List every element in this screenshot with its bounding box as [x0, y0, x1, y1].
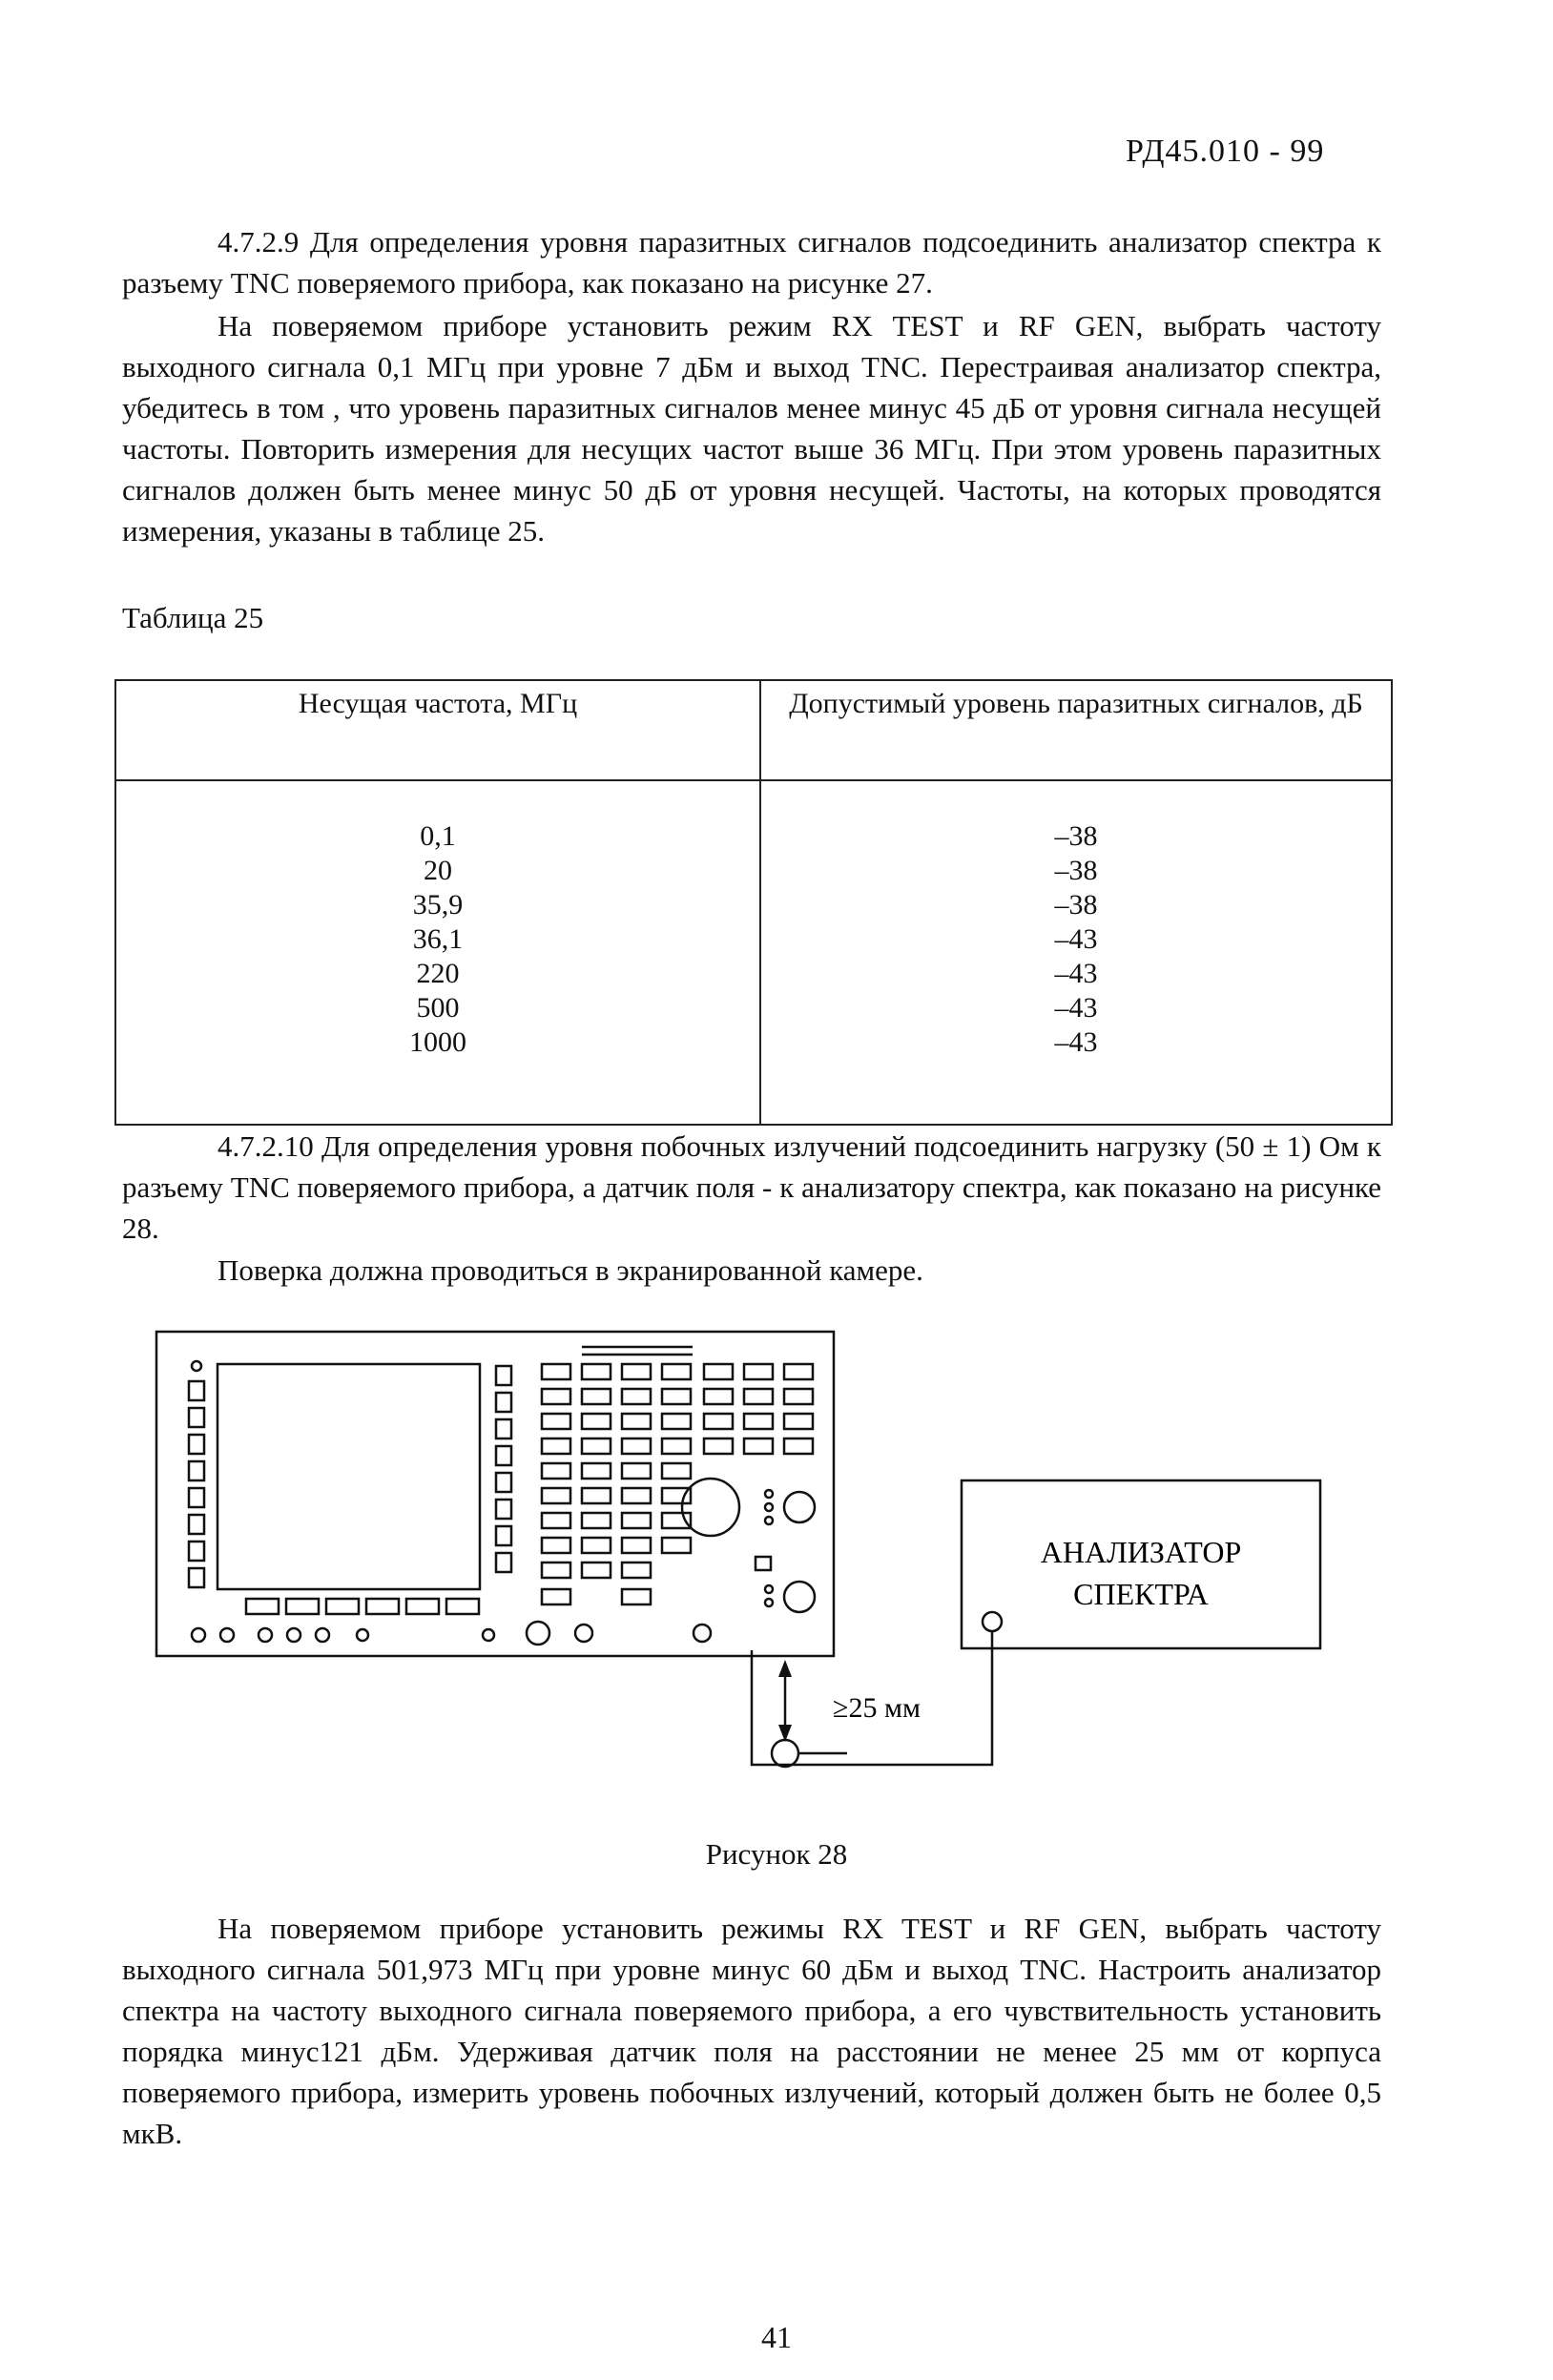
- left-softkeys: [189, 1361, 204, 1587]
- figure-caption: Рисунок 28: [705, 1837, 848, 1871]
- arrow-head-up: [778, 1660, 792, 1677]
- paragraph-4-7-2-9: 4.7.2.9 Для определения уровня паразитных сигналов подсоединить анализатор спектра к разъему TNC поверяемого прибора, как показано на рисунке 27.: [122, 225, 1381, 300]
- paragraph-shielded-chamber: Поверка должна проводиться в экранированной камере.: [217, 1253, 923, 1287]
- table-body-row: [115, 780, 1392, 1125]
- table-cell-frequency: 36,1: [412, 923, 464, 955]
- table-cell-frequency: 220: [416, 958, 460, 989]
- table-cell-level: –43: [1054, 958, 1098, 989]
- table-caption: Таблица 25: [122, 601, 264, 634]
- table-cell-frequency: 1000: [409, 1026, 466, 1058]
- knob-side-connectors: [756, 1490, 815, 1612]
- table-cell-frequency: 500: [416, 992, 460, 1024]
- page-number: 41: [761, 2320, 792, 2354]
- table-cell-frequency: 0,1: [420, 820, 456, 852]
- table-cell-level: –43: [1054, 1026, 1098, 1058]
- header-allowed-level: Допустимый уровень паразитных сигналов, дБ: [760, 680, 1392, 780]
- keypad: [542, 1347, 813, 1604]
- level-column: [760, 780, 1392, 1125]
- analyzer-input-connector: [983, 1612, 1002, 1631]
- paragraph-4-7-2-10: 4.7.2.10 Для определения уровня побочных излучений подсоединить нагрузку (50 ± 1) Ом к разъему TNC поверяемого прибора, а датчик поля - к анализатору спектра, как показано на рисунке 28.: [122, 1129, 1381, 1245]
- tuning-knob: [682, 1479, 739, 1536]
- field-probe: [772, 1740, 798, 1767]
- closing-paragraph: На поверяемом приборе установить режимы RX TEST и RF GEN, выбрать частоту выходного сигнала 501,973 МГц при уровне минус 60 дБм и выход TNC. Настроить анализатор спектра на частоту выходного сигнала поверяемого прибора, а его чувствительность установить порядка минус121 дБм. Удерживая датчик поля на расстоянии не менее 25 мм от корпуса поверяемого прибора, измерить уровень побочных излучений, который должен быть не более 0,5 мкВ.: [122, 1912, 1381, 2150]
- table-cell-level: –38: [1054, 855, 1098, 886]
- document-code: РД45.010 - 99: [1126, 134, 1325, 169]
- table-cell-level: –43: [1054, 992, 1098, 1024]
- figure-28-diagram: [122, 1316, 1429, 1832]
- figure-28: [122, 1316, 1429, 1832]
- frequency-column: [115, 780, 760, 1125]
- table-cell-frequency: 20: [424, 855, 452, 886]
- arrow-head-down: [778, 1725, 792, 1742]
- table-header-row: [115, 680, 1392, 780]
- table-cell-level: –38: [1054, 820, 1098, 852]
- table-cell-level: –43: [1054, 923, 1098, 955]
- table-cell-frequency: 35,9: [412, 889, 464, 921]
- device-display: [217, 1364, 480, 1589]
- right-softkeys: [496, 1366, 511, 1572]
- bottom-connectors: [192, 1622, 711, 1645]
- bottom-softkeys: [246, 1599, 479, 1614]
- header-carrier-frequency: Несущая частота, МГц: [115, 680, 760, 780]
- paragraph-4-7-2-9-procedure: На поверяемом приборе установить режим RX TEST и RF GEN, выбрать частоту выходного сигнала 0,1 МГц при уровне 7 дБм и выход TNC. Перестраивая анализатор спектра, убедитесь в том , что уровень паразитных сигналов менее минус 45 дБ от уровня сигнала несущей частоты. Повторить измерения для несущих частот выше 36 МГц. При этом уровень паразитных сигналов должен быть менее минус 50 дБ от уровня несущей. Частоты, на которых проводятся измерения, указаны в таблице 25.: [122, 309, 1381, 548]
- analyzer-label-line2: СПЕКТРА: [1073, 1577, 1209, 1611]
- table-cell-level: –38: [1054, 889, 1098, 921]
- distance-label: ≥25 мм: [833, 1692, 921, 1724]
- table-25: [114, 679, 1393, 1126]
- analyzer-label-line1: АНАЛИЗАТОР: [1040, 1535, 1242, 1569]
